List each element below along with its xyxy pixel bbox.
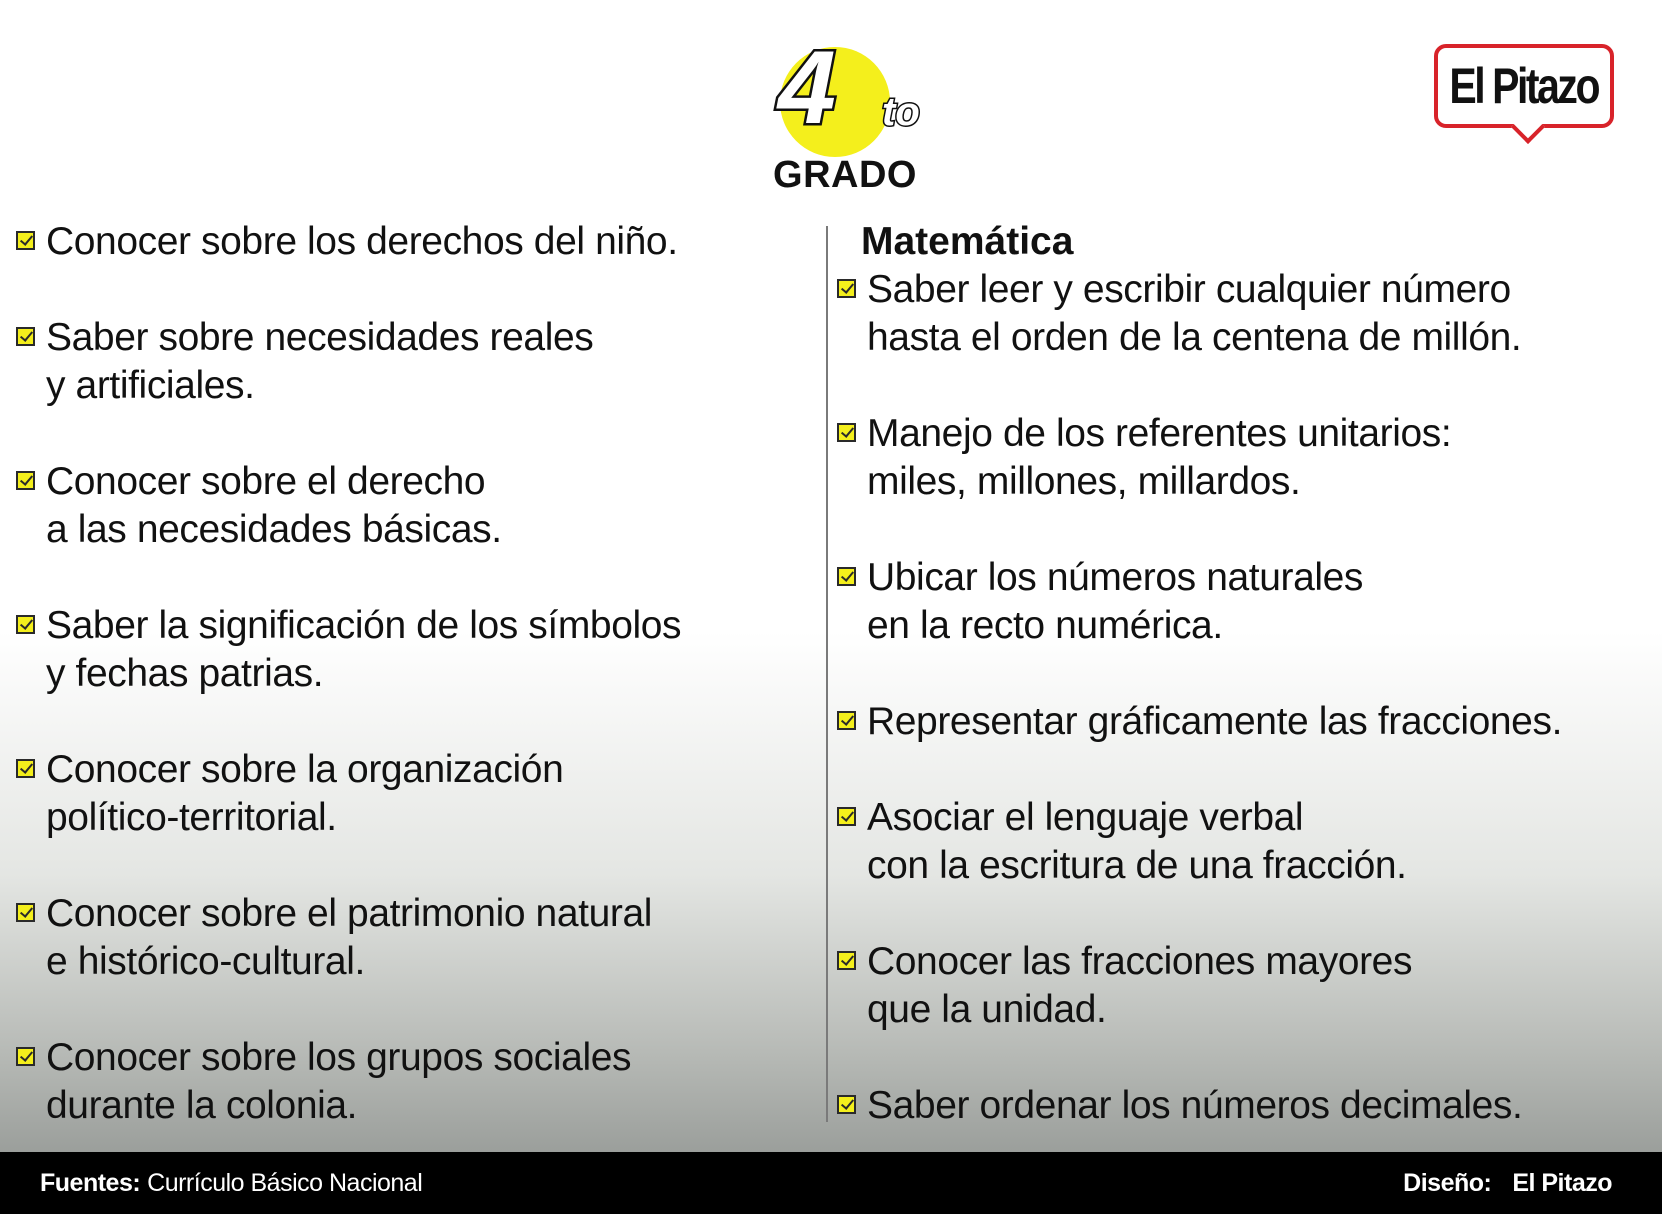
checklist-item [14,314,794,410]
grade-number: 4 [778,30,834,146]
grade-suffix: to [882,90,920,134]
checklist-item [14,890,794,986]
checklist-item-text: Conocer las fracciones mayores [867,940,1413,983]
design-value: El Pitazo [1512,1168,1612,1197]
checklist-item-text: Conocer sobre los grupos sociales [46,1036,632,1079]
column-divider [826,226,828,1122]
checklist-item-text: Manejo de los referentes unitarios: [867,412,1452,455]
checklist-item-text: hasta el orden de la centena de millón. [867,316,1522,359]
checklist-item [835,1082,1635,1130]
checkbox-checked-icon [837,807,856,826]
footer-sources [40,1169,422,1198]
checklist-item-text: Saber sobre necesidades reales [46,316,594,359]
checkbox-checked-icon [16,615,35,634]
footer-bar [0,1152,1662,1214]
brand-logo-text: El Pitazo [1449,58,1599,114]
checkbox-checked-icon [16,231,35,250]
checklist-item [835,554,1635,650]
checklist-item-text: Saber leer y escribir cualquier número [867,268,1511,311]
checklist-item [14,1034,794,1130]
design-label: Diseño: [1403,1168,1492,1197]
checklist-item [14,602,794,698]
checklist-item [835,794,1635,890]
checklist-item [835,266,1635,362]
checklist-item [14,458,794,554]
grade-label: GRADO [773,154,917,196]
checkbox-checked-icon [16,471,35,490]
checkbox-checked-icon [837,423,856,442]
checklist-item-text: en la recto numérica. [867,604,1223,647]
right-column [835,218,1635,1178]
checklist-item-text: miles, millones, millardos. [867,460,1301,503]
math-heading: Matemática [861,220,1074,263]
checklist-item-text: que la unidad. [867,988,1107,1031]
checkbox-checked-icon [837,279,856,298]
right-checklist [835,266,1635,1130]
checklist-item-text: durante la colonia. [46,1084,358,1127]
brand-logo [1434,44,1614,128]
checkbox-checked-icon [837,567,856,586]
sources-value: Currículo Básico Nacional [147,1168,423,1197]
checklist-item [14,218,794,266]
checklist-item-text: con la escritura de una fracción. [867,844,1407,887]
checklist-item-text: Saber la significación de los símbolos [46,604,682,647]
checklist-item-text: a las necesidades básicas. [46,508,502,551]
checklist-item [835,938,1635,1034]
checkbox-checked-icon [16,759,35,778]
checklist-item [14,746,794,842]
sources-label: Fuentes: [40,1168,141,1197]
checklist-item-text: político-territorial. [46,796,337,839]
checklist-item [835,410,1635,506]
checklist-item-text: Saber ordenar los números decimales. [867,1084,1523,1127]
checklist-item-text: Conocer sobre la organización [46,748,564,791]
checklist-item-text: y artificiales. [46,364,255,407]
left-column [14,218,794,1178]
checkbox-checked-icon [16,1047,35,1066]
checklist-item-text: e histórico-cultural. [46,940,365,983]
checklist-item-text: Representar gráficamente las fracciones. [867,700,1563,743]
grade-badge [770,30,990,202]
footer-design [1403,1169,1612,1198]
checklist-item [835,698,1635,746]
checkbox-checked-icon [16,903,35,922]
checklist-item-text: Conocer sobre el patrimonio natural [46,892,653,935]
checklist-item-text: Asociar el lenguaje verbal [867,796,1304,839]
checkbox-checked-icon [837,711,856,730]
left-checklist [14,218,794,1130]
checkbox-checked-icon [837,1095,856,1114]
checklist-item-text: Ubicar los números naturales [867,556,1364,599]
checklist-item-text: Conocer sobre el derecho [46,460,486,503]
checklist-item-text: Conocer sobre los derechos del niño. [46,220,678,263]
checkbox-checked-icon [16,327,35,346]
checkbox-checked-icon [837,951,856,970]
checklist-item-text: y fechas patrias. [46,652,324,695]
